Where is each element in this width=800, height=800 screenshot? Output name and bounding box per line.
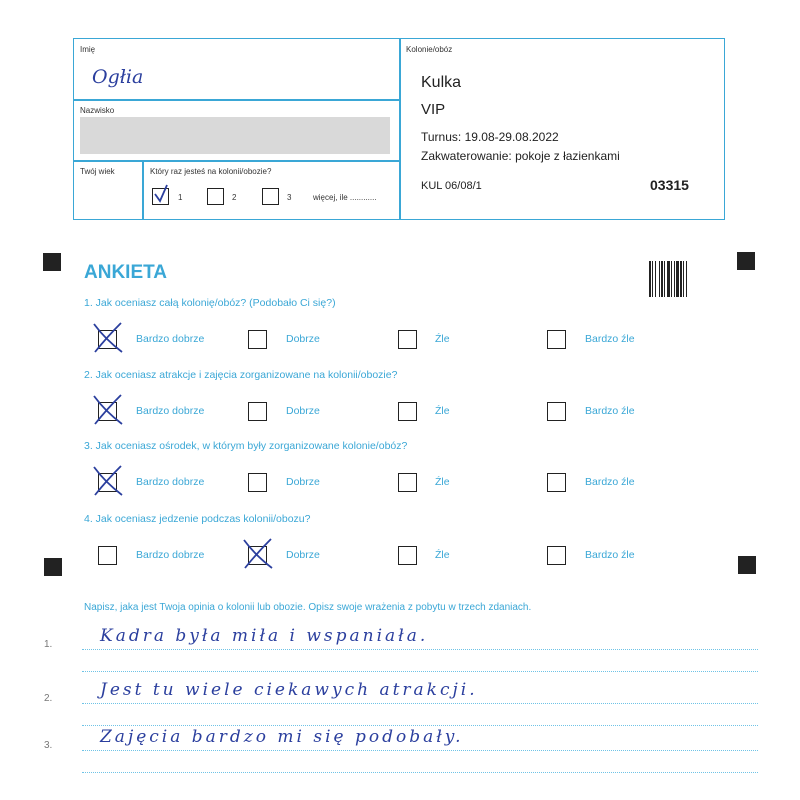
answer-dotted-line bbox=[82, 703, 758, 704]
form-number: 03315 bbox=[650, 177, 689, 193]
times-more[interactable]: więcej, ile ............ bbox=[313, 193, 377, 202]
answer-dotted-line bbox=[82, 671, 758, 672]
barcode bbox=[649, 261, 701, 297]
q2-option-label: Dobrze bbox=[286, 405, 320, 417]
q4-cross-mark bbox=[241, 537, 275, 571]
answer-text[interactable]: Kadra była miła i wspaniała. bbox=[100, 626, 429, 646]
answer-text[interactable]: Jest tu wiele ciekawych atrakcji. bbox=[100, 680, 478, 700]
accommodation-label: Zakwaterowanie: bbox=[421, 149, 512, 163]
camp-label: Kolonie/obóz bbox=[406, 45, 453, 54]
question-3: 3. Jak oceniasz ośrodek, w którym były zorganizowane kolonie/obóz? bbox=[84, 440, 408, 452]
q3-option-checkbox[interactable] bbox=[398, 473, 417, 492]
q3-option-label: Dobrze bbox=[286, 476, 320, 488]
q2-option-label: Bardzo źle bbox=[585, 405, 635, 417]
barcode-bar bbox=[661, 261, 663, 297]
q1-cross-mark bbox=[91, 321, 125, 355]
q3-option-label: Bardzo dobrze bbox=[136, 476, 205, 488]
q1-option-label: Źle bbox=[435, 333, 450, 345]
surname-label: Nazwisko bbox=[80, 106, 115, 115]
name-label: Imię bbox=[80, 45, 96, 54]
barcode-bar bbox=[659, 261, 660, 297]
q3-cross-mark bbox=[91, 464, 125, 498]
camp-code: KUL 06/08/1 bbox=[421, 180, 482, 192]
q3-option-checkbox[interactable] bbox=[248, 473, 267, 492]
camp-type: VIP bbox=[421, 101, 446, 118]
times-checkmark bbox=[152, 184, 172, 204]
registration-mark-bottom-left bbox=[44, 558, 62, 576]
q4-option-label: Źle bbox=[435, 549, 450, 561]
question-4: 4. Jak oceniasz jedzenie podczas kolonii/obozu? bbox=[84, 513, 311, 525]
q2-option-label: Bardzo dobrze bbox=[136, 405, 205, 417]
barcode-bar bbox=[683, 261, 684, 297]
barcode-bar bbox=[680, 261, 682, 297]
name-value[interactable]: Ogłia bbox=[92, 66, 144, 88]
times-checkbox-2[interactable] bbox=[207, 188, 224, 205]
age-label: Twój wiek bbox=[80, 167, 115, 176]
question-2: 2. Jak oceniasz atrakcje i zajęcia zorganizowane na kolonii/obozie? bbox=[84, 369, 398, 381]
barcode-bar bbox=[676, 261, 679, 297]
q1-option-checkbox[interactable] bbox=[547, 330, 566, 349]
registration-mark-top-left bbox=[43, 253, 61, 271]
registration-mark-top-right bbox=[737, 252, 755, 270]
q1-option-checkbox[interactable] bbox=[398, 330, 417, 349]
q3-option-label: Źle bbox=[435, 476, 450, 488]
answer-line-number: 3. bbox=[44, 740, 53, 751]
q3-option-checkbox[interactable] bbox=[547, 473, 566, 492]
times-label: Który raz jesteś na kolonii/obozie? bbox=[150, 167, 272, 176]
q2-option-checkbox[interactable] bbox=[547, 402, 566, 421]
barcode-bar bbox=[686, 261, 687, 297]
q4-option-checkbox[interactable] bbox=[398, 546, 417, 565]
barcode-bar bbox=[652, 261, 653, 297]
times-checkbox-3[interactable] bbox=[262, 188, 279, 205]
q1-option-label: Bardzo dobrze bbox=[136, 333, 205, 345]
surname-redaction bbox=[80, 117, 390, 154]
turnus-value: 19.08-29.08.2022 bbox=[464, 130, 559, 144]
header-divider-name bbox=[73, 99, 400, 101]
times-option-2: 2 bbox=[232, 193, 237, 202]
times-option-1: 1 bbox=[178, 193, 183, 202]
q4-option-label: Dobrze bbox=[286, 549, 320, 561]
turnus-row bbox=[421, 130, 559, 144]
q1-option-label: Dobrze bbox=[286, 333, 320, 345]
answer-text[interactable]: Zajęcia bardzo mi się podobały. bbox=[100, 727, 464, 747]
registration-mark-bottom-right bbox=[738, 556, 756, 574]
header-divider-age bbox=[142, 160, 144, 220]
camp-name: Kulka bbox=[421, 74, 462, 91]
q1-option-label: Bardzo źle bbox=[585, 333, 635, 345]
header-divider-vertical bbox=[399, 38, 401, 220]
q4-option-checkbox[interactable] bbox=[98, 546, 117, 565]
times-option-3: 3 bbox=[287, 193, 292, 202]
q2-option-checkbox[interactable] bbox=[398, 402, 417, 421]
barcode-bar bbox=[674, 261, 675, 297]
opinion-prompt: Napisz, jaka jest Twoja opinia o kolonii lub obozie. Opisz swoje wrażenia z pobytu w trzech zdaniach. bbox=[84, 602, 532, 613]
turnus-label: Turnus: bbox=[421, 130, 462, 144]
answer-line-number: 1. bbox=[44, 639, 53, 650]
q3-option-label: Bardzo źle bbox=[585, 476, 635, 488]
q2-option-checkbox[interactable] bbox=[248, 402, 267, 421]
answer-line-number: 2. bbox=[44, 693, 53, 704]
answer-dotted-line bbox=[82, 725, 758, 726]
accommodation-row bbox=[421, 149, 620, 163]
q4-option-label: Bardzo źle bbox=[585, 549, 635, 561]
barcode-bar bbox=[671, 261, 672, 297]
survey-title: ANKIETA bbox=[84, 262, 168, 283]
barcode-bar bbox=[655, 261, 656, 297]
q4-option-label: Bardzo dobrze bbox=[136, 549, 205, 561]
header-divider-surname bbox=[73, 160, 400, 162]
answer-dotted-line bbox=[82, 750, 758, 751]
q2-cross-mark bbox=[91, 393, 125, 427]
barcode-bar bbox=[667, 261, 670, 297]
answer-dotted-line bbox=[82, 649, 758, 650]
answer-dotted-line bbox=[82, 772, 758, 773]
question-1: 1. Jak oceniasz całą kolonię/obóz? (Podobało Ci się?) bbox=[84, 297, 336, 309]
q4-option-checkbox[interactable] bbox=[547, 546, 566, 565]
q1-option-checkbox[interactable] bbox=[248, 330, 267, 349]
barcode-bar bbox=[649, 261, 651, 297]
q2-option-label: Źle bbox=[435, 405, 450, 417]
accommodation-value: pokoje z łazienkami bbox=[515, 149, 620, 163]
barcode-bar bbox=[664, 261, 665, 297]
